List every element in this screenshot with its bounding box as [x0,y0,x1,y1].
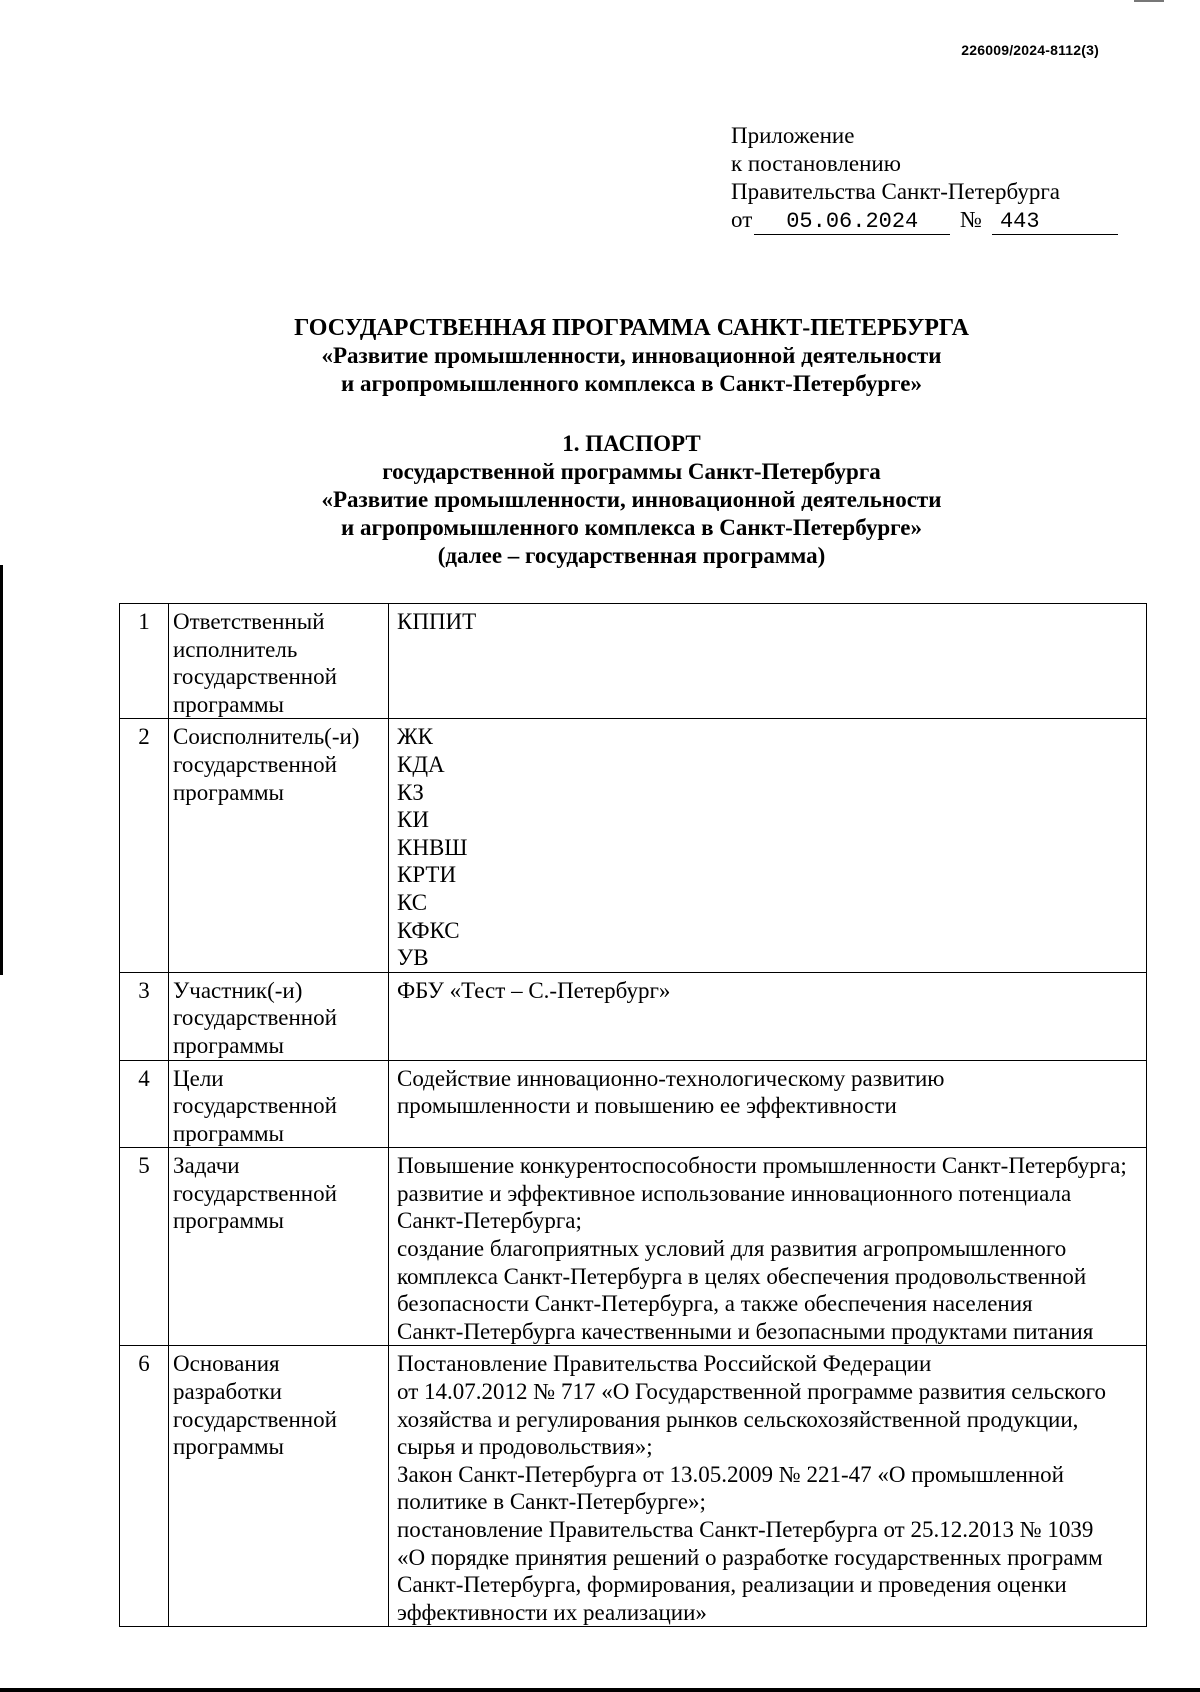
scan-edge-left [0,565,3,975]
row-label-line: программы [173,779,285,805]
row-label-line: Ответственный [173,609,325,634]
row-label-line: программы [173,1120,285,1146]
row-label-line: программы [173,691,285,717]
row-value-line: КЗ [397,779,424,805]
row-value-line: Санкт-Петербурга; [397,1208,582,1234]
row-label-line: программы [173,1032,285,1058]
row-label-line: государственной [173,664,337,690]
appendix-date-number-row [731,206,1118,235]
appendix-line-2: к постановлению [731,151,901,176]
table-row [120,1346,1147,1627]
resolution-date: 05.06.2024 [754,210,950,235]
row-value-line: КРТИ [397,862,457,888]
section-subtitle-line-1: государственной программы Санкт-Петербурга [382,459,881,484]
row-value-line: Санкт-Петербурга, формирования, реализации и проведения оценки [397,1572,1067,1598]
table-row [120,604,1147,719]
row-label-line: Задачи [173,1153,240,1179]
row-value-line: Санкт-Петербурга качественными и безопасными продуктами питания [397,1318,1094,1344]
row-label-line: разработки [173,1379,282,1405]
row-value [389,604,1147,719]
row-value [389,1148,1147,1346]
row-value-line: КДА [397,751,445,777]
row-number: 4 [120,1060,169,1148]
table-row [120,1148,1147,1346]
row-label-line: программы [173,1434,285,1460]
row-value-line: Закон Санкт-Петербурга от 13.05.2009 № 221-47 «О промышленной [397,1461,1064,1487]
row-value-line: Повышение конкурентоспособности промышленности Санкт-Петербурга; [397,1153,1127,1179]
appendix-line-3: Правительства Санкт-Петербурга [731,179,1060,204]
number-prefix: № [960,207,982,232]
program-name-line-2: и агропромышленного комплекса в Санкт-Петербурге» [341,371,922,396]
row-label-line: государственной [173,1005,337,1031]
row-label-line: государственной [173,751,337,777]
row-label-line: Основания [173,1351,280,1377]
row-value-line: КППИТ [397,609,477,634]
document-id: 226009/2024-8112(3) [961,42,1099,58]
row-value-line: комплекса Санкт-Петербурга в целях обеспечения продовольственной [397,1263,1087,1289]
row-value-line: Содействие инновационно-технологическому развитию [397,1065,945,1091]
program-name-line-1: «Развитие промышленности, инновационной деятельности [321,343,942,368]
row-value [389,1060,1147,1148]
row-value-line: КНВШ [397,834,468,860]
row-label [169,604,389,719]
row-value-line: промышленности и повышению ее эффективности [397,1093,897,1119]
row-value-line: ФБУ «Тест – С.-Петербург» [397,977,671,1003]
row-value-line: развитие и эффективное использование инновационного потенциала [397,1180,1072,1206]
row-value [389,719,1147,972]
document-titles [0,314,1200,570]
row-value-line: политике в Санкт-Петербурге»; [397,1489,706,1515]
row-value-line: «О порядке принятия решений о разработке государственных программ [397,1544,1103,1570]
row-number: 6 [120,1346,169,1627]
section-title: 1. ПАСПОРТ [562,431,701,456]
appendix-block [731,122,1118,235]
row-value-line: безопасности Санкт-Петербурга, а также обеспечения населения [397,1291,1033,1317]
row-value-line: ЖК [397,724,433,750]
row-number: 1 [120,604,169,719]
table-row [120,972,1147,1060]
scan-edge-bottom [0,1688,1200,1692]
row-label-line: государственной [173,1093,337,1119]
scan-mark [1134,0,1164,6]
section-subtitle-line-2: «Развитие промышленности, инновационной деятельности [321,487,942,512]
row-value-line: эффективности их реализации» [397,1599,707,1625]
row-label-line: государственной [173,1406,337,1432]
row-label [169,1148,389,1346]
row-value-line: Постановление Правительства Российской Федерации [397,1351,932,1377]
program-title: ГОСУДАРСТВЕННАЯ ПРОГРАММА САНКТ-ПЕТЕРБУРГА [294,315,969,341]
row-label [169,719,389,972]
row-value-line: от 14.07.2012 № 717 «О Государственной программе развития сельского [397,1379,1107,1405]
row-value-line: КФКС [397,917,460,943]
section-subtitle-line-4: (далее – государственная программа) [437,543,826,568]
table-row [120,719,1147,972]
passport-table [119,603,1147,1627]
row-number: 3 [120,972,169,1060]
row-label-line: Цели [173,1065,224,1091]
section-subtitle-line-3: и агропромышленного комплекса в Санкт-Петербурге» [341,515,922,540]
table-row [120,1060,1147,1148]
row-value-line: хозяйства и регулирования рынков сельскохозяйственной продукции, [397,1406,1079,1432]
row-label [169,1060,389,1148]
row-label-line: исполнитель [173,636,298,662]
row-label-line: программы [173,1208,285,1234]
row-value-line: создание благоприятных условий для развития агропромышленного [397,1236,1067,1262]
resolution-number: 443 [992,210,1118,235]
row-value-line: сырья и продовольствия»; [397,1434,653,1460]
row-value-line: постановление Правительства Санкт-Петербурга от 25.12.2013 № 1039 [397,1517,1094,1542]
row-value [389,972,1147,1060]
row-number: 5 [120,1148,169,1346]
appendix-line-1: Приложение [731,123,855,148]
row-label [169,972,389,1060]
row-value [389,1346,1147,1627]
from-prefix: от [731,207,753,232]
row-label-line: Участник(-и) [173,977,303,1003]
row-label-line: государственной [173,1180,337,1206]
row-value-line: КС [397,889,428,915]
row-value-line: КИ [397,807,429,833]
row-value-line: УВ [397,945,429,971]
row-label-line: Соисполнитель(-и) [173,724,360,750]
row-number: 2 [120,719,169,972]
row-label [169,1346,389,1627]
